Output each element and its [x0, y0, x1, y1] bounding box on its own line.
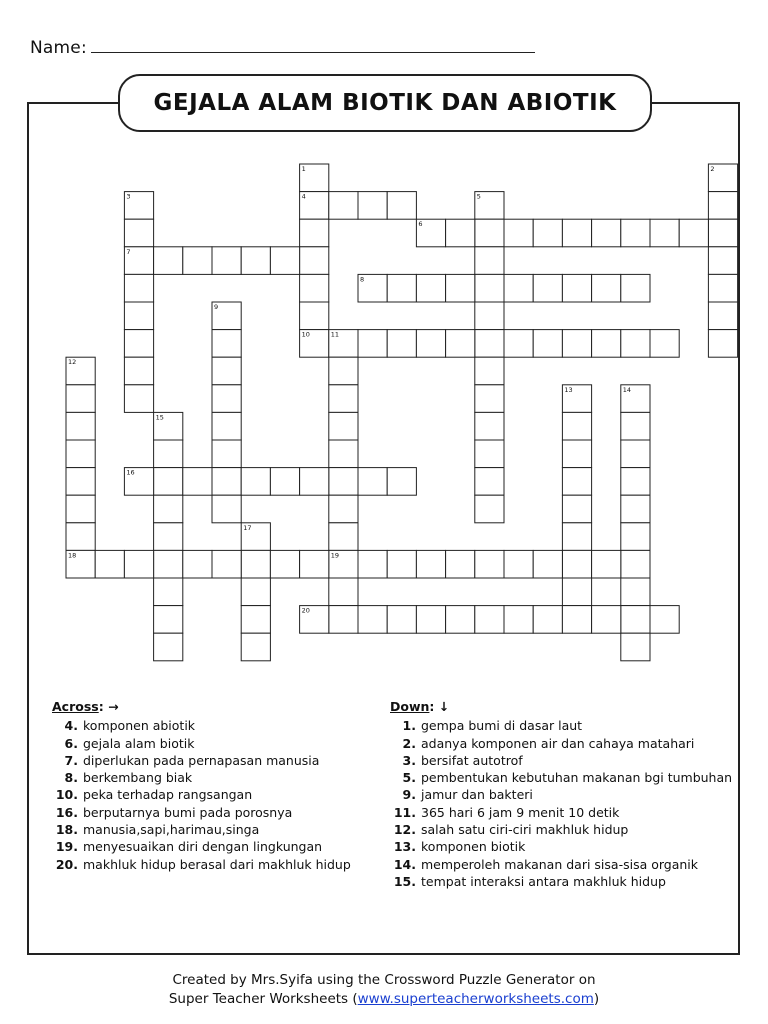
grid-cell[interactable]	[329, 578, 358, 606]
grid-cell[interactable]	[300, 468, 329, 496]
grid-cell[interactable]	[562, 274, 591, 302]
grid-cell[interactable]	[533, 219, 562, 247]
clue-number: 18.	[55, 822, 78, 838]
down-clue	[390, 821, 735, 838]
grid-cell[interactable]	[66, 440, 95, 468]
grid-cell[interactable]	[300, 330, 329, 358]
cell-number: 19	[330, 551, 340, 560]
grid-cell[interactable]	[562, 219, 591, 247]
grid-cell[interactable]	[387, 274, 416, 302]
clue-number: 20.	[55, 856, 78, 872]
grid-cell[interactable]	[650, 606, 679, 634]
grid-cell[interactable]	[124, 192, 153, 220]
grid-cell[interactable]	[154, 606, 183, 634]
grid-cell[interactable]	[679, 219, 708, 247]
grid-cell[interactable]	[562, 385, 591, 413]
grid-cell[interactable]	[212, 495, 241, 523]
grid-cell[interactable]	[475, 606, 504, 634]
grid-cell[interactable]	[300, 219, 329, 247]
cell-number: 13	[564, 385, 573, 394]
grid-cell[interactable]	[329, 550, 358, 578]
down-clue	[390, 838, 735, 855]
cell-number: 1	[301, 165, 306, 173]
grid-cell[interactable]	[329, 523, 358, 551]
grid-cell[interactable]	[154, 523, 183, 551]
grid-cell[interactable]	[621, 495, 650, 523]
grid-cell[interactable]	[475, 495, 504, 523]
grid-cell[interactable]	[621, 330, 650, 358]
grid-cell[interactable]	[475, 247, 504, 275]
grid-cell[interactable]	[358, 274, 387, 302]
clue-number: 13.	[393, 839, 416, 855]
footer-source	[0, 990, 768, 1009]
cell-number: 2	[710, 165, 715, 173]
grid-cell[interactable]	[66, 412, 95, 440]
cell-number: 8	[360, 275, 365, 284]
grid-cell[interactable]	[592, 606, 621, 634]
grid-cell[interactable]	[446, 219, 475, 247]
grid-cell[interactable]	[562, 468, 591, 496]
grid-cell[interactable]	[621, 440, 650, 468]
grid-cell[interactable]	[270, 247, 299, 275]
clue-text: berkembang biak	[83, 770, 193, 786]
grid-cell[interactable]	[154, 633, 183, 661]
clue-number: 9.	[402, 787, 416, 803]
grid-cell[interactable]	[95, 550, 124, 578]
grid-cell[interactable]	[562, 440, 591, 468]
grid-cell[interactable]	[300, 192, 329, 220]
cell-number: 18	[68, 551, 77, 560]
clue-number: 3.	[402, 752, 416, 768]
cell-number: 10	[301, 330, 310, 339]
grid-cell[interactable]	[241, 523, 270, 551]
clue-text: memperoleh makanan dari sisa-sisa organik	[421, 856, 699, 872]
cell-number: 11	[330, 330, 340, 339]
clue-number: 11.	[393, 804, 416, 820]
title-banner	[118, 74, 652, 132]
grid-cell[interactable]	[183, 247, 212, 275]
grid-cell[interactable]	[212, 247, 241, 275]
clue-number: 5.	[402, 770, 416, 786]
cell-number: 12	[68, 358, 77, 367]
grid-cell[interactable]	[475, 440, 504, 468]
grid-cell[interactable]	[154, 578, 183, 606]
grid-cell[interactable]	[124, 357, 153, 385]
grid-cell[interactable]	[562, 495, 591, 523]
grid-cell[interactable]	[562, 578, 591, 606]
grid-cell[interactable]	[124, 219, 153, 247]
across-heading: Across	[52, 699, 99, 714]
name-label: Name:	[30, 38, 87, 58]
clue-text: jamur dan bakteri	[421, 787, 533, 803]
down-clue	[390, 786, 735, 803]
grid-cell[interactable]	[475, 357, 504, 385]
cell-number: 15	[155, 413, 164, 422]
cell-number: 16	[126, 468, 135, 477]
grid-cell[interactable]	[708, 274, 737, 302]
clue-text: pembentukan kebutuhan makanan bgi tumbuhan	[421, 770, 733, 786]
clue-number: 19.	[55, 839, 78, 855]
clue-number: 14.	[393, 856, 416, 872]
grid-cell[interactable]	[300, 247, 329, 275]
down-arrow-icon: : ↓	[429, 699, 450, 714]
grid-cell[interactable]	[329, 606, 358, 634]
clue-text: peka terhadap rangsangan	[83, 787, 253, 803]
clue-number: 4.	[64, 718, 78, 734]
clue-text: diperlukan pada pernapasan manusia	[83, 752, 320, 768]
grid-cell[interactable]	[387, 192, 416, 220]
across-clue	[52, 735, 382, 752]
grid-cell[interactable]	[475, 302, 504, 330]
grid-cell[interactable]	[329, 495, 358, 523]
grid-cell[interactable]	[621, 578, 650, 606]
grid-cell[interactable]	[124, 247, 153, 275]
down-clue	[390, 873, 735, 890]
grid-cell[interactable]	[241, 550, 270, 578]
clue-number: 12.	[393, 822, 416, 838]
grid-cell[interactable]	[475, 192, 504, 220]
clue-text: komponen abiotik	[83, 718, 196, 734]
grid-cell[interactable]	[66, 357, 95, 385]
grid-cell[interactable]	[416, 330, 445, 358]
across-clue	[52, 838, 382, 855]
grid-cell[interactable]	[475, 330, 504, 358]
clue-text: 365 hari 6 jam 9 menit 10 detik	[421, 804, 620, 820]
across-arrow-icon: : →	[98, 699, 119, 714]
cell-number: 20	[301, 606, 310, 615]
grid-cell[interactable]	[212, 357, 241, 385]
grid-cell[interactable]	[562, 606, 591, 634]
grid-cell[interactable]	[154, 550, 183, 578]
grid-cell[interactable]	[562, 523, 591, 551]
footer-link[interactable]: www.superteacherworksheets.com	[357, 991, 594, 1007]
grid-cell[interactable]	[475, 274, 504, 302]
grid-cell[interactable]	[592, 550, 621, 578]
grid-cell[interactable]	[533, 274, 562, 302]
name-underline[interactable]	[91, 38, 535, 53]
grid-cell[interactable]	[621, 468, 650, 496]
grid-cell[interactable]	[562, 330, 591, 358]
grid-cell[interactable]	[241, 578, 270, 606]
grid-cell[interactable]	[212, 440, 241, 468]
grid-cell[interactable]	[504, 550, 533, 578]
footer-source-suffix: )	[593, 991, 600, 1007]
clue-text: manusia,sapi,harimau,singa	[83, 822, 260, 838]
grid-cell[interactable]	[212, 412, 241, 440]
grid-cell[interactable]	[621, 550, 650, 578]
grid-cell[interactable]	[270, 468, 299, 496]
down-heading: Down	[390, 699, 430, 714]
grid-cell[interactable]	[124, 550, 153, 578]
grid-cell[interactable]	[504, 606, 533, 634]
across-clue	[52, 804, 382, 821]
grid-cell[interactable]	[300, 302, 329, 330]
grid-cell[interactable]	[358, 606, 387, 634]
grid-cell[interactable]	[621, 606, 650, 634]
grid-cell[interactable]	[475, 550, 504, 578]
grid-cell[interactable]	[300, 606, 329, 634]
across-clue	[52, 752, 382, 769]
grid-cell[interactable]	[621, 633, 650, 661]
grid-cell[interactable]	[387, 330, 416, 358]
down-clue	[390, 769, 735, 786]
grid-cell[interactable]	[416, 606, 445, 634]
clue-text: makhluk hidup berasal dari makhluk hidup	[83, 856, 351, 872]
grid-cell[interactable]	[66, 550, 95, 578]
clue-text: bersifat autotrof	[421, 752, 523, 768]
across-clue	[52, 856, 382, 873]
grid-cell[interactable]	[358, 330, 387, 358]
grid-cell[interactable]	[241, 468, 270, 496]
across-heading-row	[52, 698, 382, 715]
clue-text: komponen biotik	[421, 839, 526, 855]
grid-cell[interactable]	[387, 606, 416, 634]
grid-cell[interactable]	[66, 495, 95, 523]
grid-cell[interactable]	[241, 633, 270, 661]
grid-cell[interactable]	[533, 550, 562, 578]
grid-cell[interactable]	[329, 440, 358, 468]
grid-cell[interactable]	[592, 274, 621, 302]
clue-number: 1.	[402, 718, 416, 734]
grid-cell[interactable]	[621, 219, 650, 247]
grid-cell[interactable]	[416, 550, 445, 578]
grid-cell[interactable]	[358, 550, 387, 578]
grid-cell[interactable]	[621, 523, 650, 551]
down-clue	[390, 856, 735, 873]
footer-credit: Created by Mrs.Syifa using the Crossword Puzzle Generator on	[172, 972, 596, 988]
grid-cell[interactable]	[504, 330, 533, 358]
cell-number: 9	[214, 303, 219, 311]
grid-cell[interactable]	[708, 302, 737, 330]
cell-number: 3	[126, 192, 131, 201]
grid-cell[interactable]	[300, 550, 329, 578]
grid-cell[interactable]	[504, 274, 533, 302]
grid-cell[interactable]	[416, 274, 445, 302]
clue-text: gempa bumi di dasar laut	[421, 718, 583, 734]
grid-cell[interactable]	[329, 357, 358, 385]
clue-text: salah satu ciri-ciri makhluk hidup	[421, 822, 629, 838]
grid-cell[interactable]	[475, 468, 504, 496]
grid-cell[interactable]	[562, 412, 591, 440]
down-clue	[390, 804, 735, 821]
clue-number: 15.	[393, 873, 416, 889]
grid-cell[interactable]	[592, 330, 621, 358]
grid-cell[interactable]	[416, 219, 445, 247]
grid-cell[interactable]	[592, 219, 621, 247]
down-clue	[390, 717, 735, 734]
grid-cell[interactable]	[533, 606, 562, 634]
grid-cell[interactable]	[562, 550, 591, 578]
clue-text: adanya komponen air dan cahaya matahari	[421, 735, 695, 751]
clue-number: 7.	[64, 752, 78, 768]
grid-cell[interactable]	[66, 523, 95, 551]
grid-cell[interactable]	[475, 385, 504, 413]
clue-number: 10.	[55, 787, 78, 803]
grid-cell[interactable]	[154, 412, 183, 440]
grid-cell[interactable]	[66, 385, 95, 413]
grid-cell[interactable]	[708, 219, 737, 247]
across-clue	[52, 786, 382, 803]
grid-cell[interactable]	[475, 219, 504, 247]
grid-cell[interactable]	[124, 274, 153, 302]
grid-cell[interactable]	[708, 192, 737, 220]
across-clue	[52, 821, 382, 838]
grid-cell[interactable]	[154, 247, 183, 275]
grid-cell[interactable]	[358, 192, 387, 220]
grid-cell[interactable]	[212, 550, 241, 578]
grid-cell[interactable]	[329, 468, 358, 496]
grid-cell[interactable]	[387, 468, 416, 496]
clue-number: 6.	[64, 735, 78, 751]
clue-number: 16.	[55, 804, 78, 820]
grid-cell[interactable]	[66, 468, 95, 496]
cell-number: 14	[622, 385, 632, 394]
grid-cell[interactable]	[329, 330, 358, 358]
down-clue	[390, 735, 735, 752]
grid-cell[interactable]	[621, 412, 650, 440]
grid-cell[interactable]	[446, 274, 475, 302]
grid-cell[interactable]	[124, 330, 153, 358]
across-clue	[52, 717, 382, 734]
grid-cell[interactable]	[446, 606, 475, 634]
grid-cell[interactable]	[358, 468, 387, 496]
grid-cell[interactable]	[212, 385, 241, 413]
grid-cell[interactable]	[650, 219, 679, 247]
grid-cell[interactable]	[124, 385, 153, 413]
grid-cell[interactable]	[329, 412, 358, 440]
across-clues	[52, 698, 382, 873]
grid-cell[interactable]	[212, 302, 241, 330]
clue-text: menyesuaikan diri dengan lingkungan	[83, 839, 323, 855]
clue-number: 2.	[402, 735, 416, 751]
clue-text: gejala alam biotik	[83, 735, 195, 751]
grid-cell[interactable]	[124, 302, 153, 330]
grid-cell[interactable]	[183, 468, 212, 496]
cell-number: 6	[418, 220, 423, 229]
cell-number: 5	[476, 192, 481, 201]
grid-cell[interactable]	[183, 550, 212, 578]
grid-cell[interactable]	[154, 468, 183, 496]
grid-cell[interactable]	[329, 192, 358, 220]
grid-cell[interactable]	[708, 247, 737, 275]
grid-cell[interactable]	[154, 495, 183, 523]
footer-source-prefix: Super Teacher Worksheets (	[168, 991, 358, 1007]
grid-cell[interactable]	[533, 330, 562, 358]
grid-cell[interactable]	[446, 330, 475, 358]
grid-cell[interactable]	[708, 164, 737, 192]
cell-number: 7	[126, 247, 131, 256]
grid-cell[interactable]	[154, 440, 183, 468]
grid-cell[interactable]	[621, 274, 650, 302]
grid-cell[interactable]	[387, 550, 416, 578]
grid-cell[interactable]	[621, 385, 650, 413]
across-clue	[52, 769, 382, 786]
grid-cell[interactable]	[475, 412, 504, 440]
cell-number: 4	[301, 192, 306, 201]
footer	[0, 971, 768, 1009]
grid-cell[interactable]	[650, 330, 679, 358]
name-field	[30, 38, 535, 58]
page-title: GEJALA ALAM BIOTIK DAN ABIOTIK	[153, 90, 617, 116]
clue-text: tempat interaksi antara makhluk hidup	[421, 873, 666, 889]
cell-number: 17	[243, 523, 252, 532]
grid-cell[interactable]	[212, 330, 241, 358]
grid-cell[interactable]	[241, 606, 270, 634]
down-clues	[390, 698, 735, 890]
grid-cell[interactable]	[708, 330, 737, 358]
grid-cell[interactable]	[212, 468, 241, 496]
grid-cell[interactable]	[504, 219, 533, 247]
grid-cell[interactable]	[124, 468, 153, 496]
grid-cell[interactable]	[329, 385, 358, 413]
grid-cell[interactable]	[241, 247, 270, 275]
grid-cell[interactable]	[300, 164, 329, 192]
grid-cell[interactable]	[446, 550, 475, 578]
grid-cell[interactable]	[300, 274, 329, 302]
down-heading-row	[390, 698, 735, 715]
clue-number: 8.	[64, 770, 78, 786]
grid-cell[interactable]	[270, 550, 299, 578]
clue-text: berputarnya bumi pada porosnya	[83, 804, 293, 820]
down-clue	[390, 752, 735, 769]
